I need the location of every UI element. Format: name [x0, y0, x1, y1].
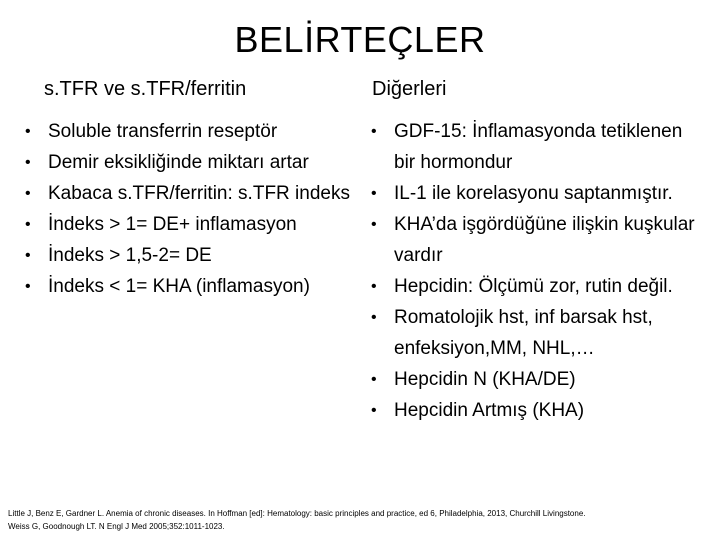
bullet-icon: •	[25, 154, 31, 171]
bullet-icon: •	[371, 309, 377, 326]
references	[8, 507, 714, 533]
reference-line: Little J, Benz E, Gardner L. Anemia of chronic diseases. In Hoffman [ed]: Hematology: basic principles and practice, ed 6, Philadelphia, 2013, Churchill Livingstone.	[8, 509, 586, 518]
list-item-text: GDF-15: İnflamasyonda tetiklenen bir hormondur	[394, 121, 683, 173]
bullet-icon: •	[371, 371, 377, 388]
bullet-icon: •	[25, 123, 31, 140]
list-item-text: IL-1 ile korelasyonu saptanmıştır.	[394, 183, 673, 204]
list-item-text: Hepcidin N (KHA/DE)	[394, 369, 576, 390]
list-item-text: Kabaca s.TFR/ferritin: s.TFR indeks	[48, 183, 350, 204]
bullet-icon: •	[371, 402, 377, 419]
list-item	[22, 178, 360, 209]
bullet-icon: •	[25, 185, 31, 202]
list-item-text: Soluble transferrin reseptör	[48, 121, 278, 142]
list-item-text: Hepcidin Artmış (KHA)	[394, 400, 585, 421]
bullet-icon: •	[25, 278, 31, 295]
list-item-text: İndeks > 1,5-2= DE	[48, 245, 212, 266]
list-item	[368, 395, 708, 426]
list-item	[368, 364, 708, 395]
bullet-icon: •	[371, 216, 377, 233]
right-column-heading: Diğerleri	[372, 78, 447, 100]
list-item	[368, 178, 708, 209]
list-item	[368, 271, 708, 302]
bullet-icon: •	[371, 278, 377, 295]
list-item-text: İndeks > 1= DE+ inflamasyon	[48, 214, 297, 235]
left-bullet-list	[22, 116, 360, 302]
list-item-text: Romatolojik hst, inf barsak hst, enfeksiyon,MM, NHL,…	[394, 307, 653, 359]
left-column-heading: s.TFR ve s.TFR/ferritin	[44, 78, 247, 100]
list-item	[22, 209, 360, 240]
list-item	[368, 209, 708, 271]
list-item	[22, 240, 360, 271]
slide-title: BELİRTEÇLER	[234, 19, 486, 60]
list-item-text: Demir eksikliğinde miktarı artar	[48, 152, 309, 173]
list-item	[22, 147, 360, 178]
list-item	[22, 116, 360, 147]
list-item	[368, 116, 708, 178]
list-item-text: İndeks < 1= KHA (inflamasyon)	[48, 276, 310, 297]
list-item-text: Hepcidin: Ölçümü zor, rutin değil.	[394, 276, 673, 297]
bullet-icon: •	[25, 216, 31, 233]
right-bullet-list	[368, 116, 708, 426]
list-item	[368, 302, 708, 364]
list-item-text: KHA’da işgördüğüne ilişkin kuşkular vardır	[394, 214, 695, 266]
bullet-icon: •	[371, 123, 377, 140]
bullet-icon: •	[25, 247, 31, 264]
list-item	[22, 271, 360, 302]
reference-line: Weiss G, Goodnough LT. N Engl J Med 2005;352:1011-1023.	[8, 522, 225, 531]
bullet-icon: •	[371, 185, 377, 202]
